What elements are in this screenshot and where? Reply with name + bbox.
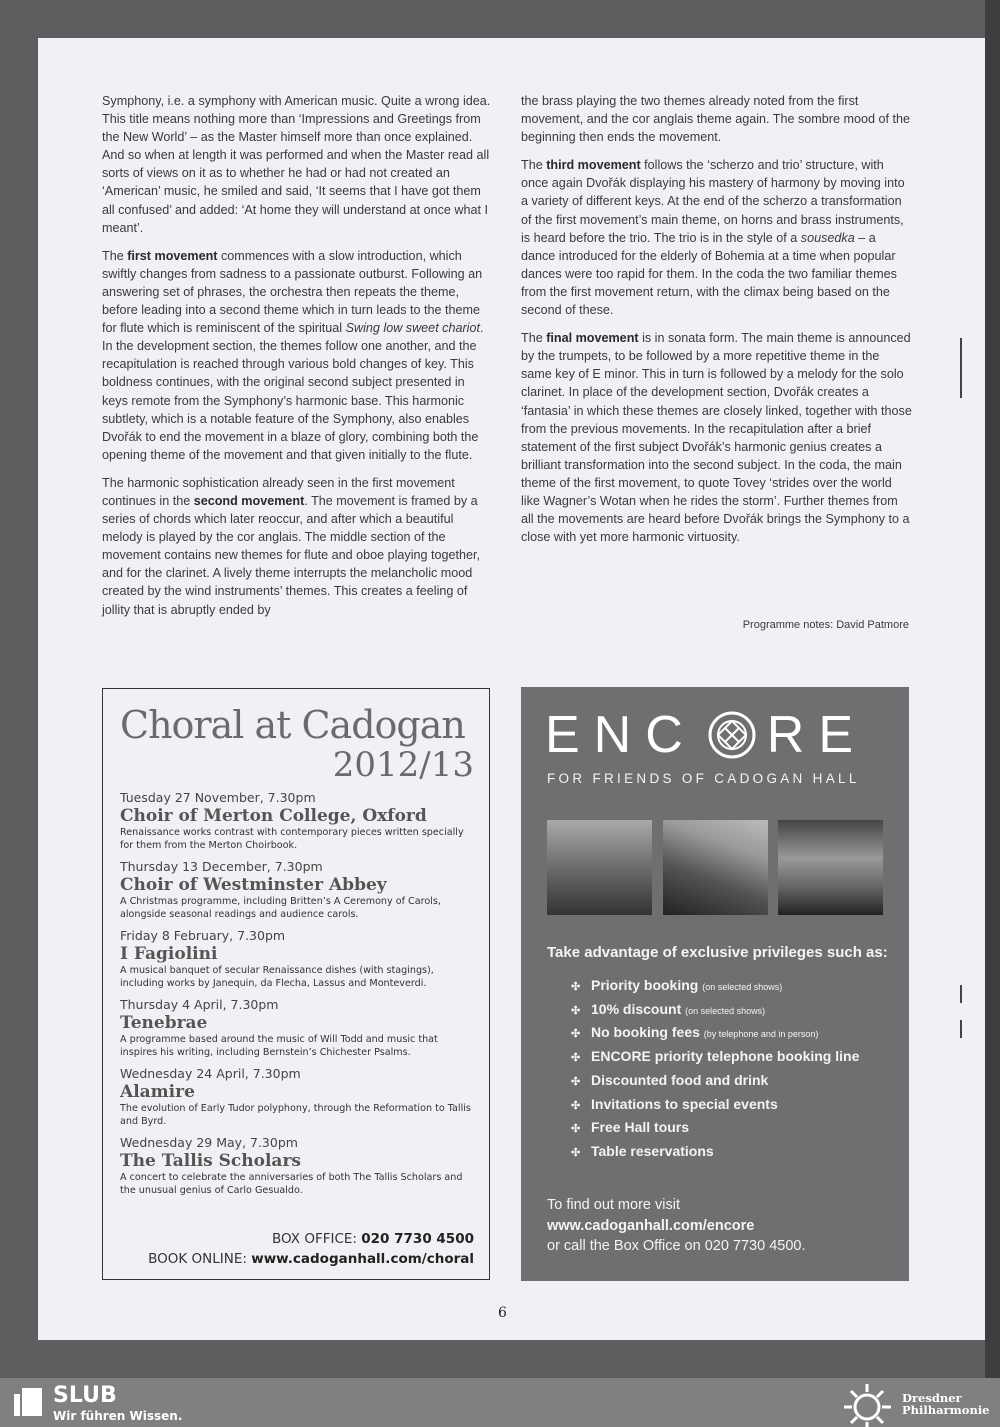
encore-subtitle: FOR FRIENDS OF CADOGAN HALL	[547, 771, 860, 786]
privilege-note: (by telephone and in person)	[703, 1029, 819, 1040]
book-online-label: BOOK ONLINE:	[148, 1251, 252, 1267]
paragraph-text: commences with a slow introduction, which swiftly changes from sadness to a passionate outburst. Following an answering set of phrases, the orchestra then repeats the theme, before leading into a second theme which in turn leads to the theme for flute which is reminiscent of the spiritual	[102, 248, 483, 336]
page-number: 6	[498, 1305, 507, 1321]
encore-contact-intro: To find out more visit	[547, 1197, 680, 1213]
privilege-label: No booking fees	[591, 1024, 700, 1041]
privilege-item	[571, 999, 859, 1023]
slub-logo-icon	[14, 1388, 42, 1416]
event-description: Renaissance works contrast with contemporary pieces written specially for them from the Merton Choirbook.	[120, 827, 464, 851]
box-office-phone[interactable]: 020 7730 4500	[361, 1231, 474, 1247]
article-paragraph	[521, 156, 913, 319]
diamond-bullet-icon: ✣	[571, 981, 581, 993]
paragraph-text: The	[102, 248, 128, 263]
diamond-bullet-icon: ✣	[571, 1052, 581, 1065]
dresdner-philharmonie-logo-icon	[840, 1382, 895, 1427]
article-paragraph	[102, 474, 494, 619]
paragraph-text: Swing low sweet chariot	[345, 321, 480, 336]
event-item	[120, 1135, 474, 1197]
event-description: A Christmas programme, including Britten’s A Ceremony of Carols, alongside seasonal readings and audience carols.	[120, 896, 441, 920]
event-date: Friday 8 February, 7.30pm	[120, 928, 286, 943]
slub-tagline: Wir führen Wissen.	[53, 1409, 183, 1423]
event-item	[120, 859, 474, 921]
slub-logo-text[interactable]: SLUB	[53, 1383, 117, 1408]
privileges-list	[571, 975, 859, 1165]
scan-spine	[985, 0, 1000, 1378]
paragraph-text: . The movement is framed by a series of chords which later reoccur, and after which a beautiful melody is played by the cor anglais. The middle section of the movement contains new themes for flute and oboe playing together, and for the clarinet. A lively theme interrupts the melancholic mood created by the wind instruments’ themes. This creates a feeling of jollity that is abruptly ended by	[102, 493, 481, 617]
event-name: The Tallis Scholars	[120, 1151, 301, 1171]
privilege-item	[571, 1022, 859, 1046]
article-paragraph	[521, 92, 913, 146]
choral-at-cadogan-ad	[102, 688, 490, 1280]
photo-reception-crowd	[547, 820, 652, 915]
encore-contact	[547, 1195, 806, 1257]
paragraph-text: the brass playing the two themes already noted from the first movement, and the cor anglais theme again. The sombre mood of the beginning then ends the movement.	[521, 94, 910, 145]
article-column-right	[521, 92, 913, 556]
footer-bar	[0, 1378, 1000, 1427]
paragraph-text: The harmonic sophistication already seen in the first movement continues in the	[102, 475, 455, 508]
paragraph-text: sousedka	[800, 230, 855, 245]
movement-heading: third movement	[546, 158, 641, 173]
event-item	[120, 1066, 474, 1128]
paragraph-text: – a dance introduced for the elderly of Bohemia at a time when popular dances were too rapid for them. In the coda the two familiar themes from the first movement return, with the climax being based on the second of these.	[521, 230, 897, 318]
paragraph-text: The	[521, 158, 547, 173]
event-date: Thursday 4 April, 7.30pm	[120, 997, 279, 1012]
box-office-label: BOX OFFICE:	[272, 1231, 362, 1247]
encore-contact-phone: or call the Box Office on 020 7730 4500.	[547, 1238, 806, 1254]
privilege-label: Discounted food and drink	[591, 1071, 769, 1088]
diamond-bullet-icon: ✣	[571, 1028, 581, 1041]
binding-stitch	[960, 985, 962, 1003]
paragraph-text: is in sonata form. The main theme is announced by the trumpets, to be followed by a more repetitive theme in the same key of E minor. This in turn is followed by a melody for the solo clarinet. In place of the development section, Dvořák creates a ‘fantasia’ in which these themes are closely linked, together with those from the previous movements. In the recapitulation after a brief statement of the first subject Dvořák’s harmonic genius creates a brilliant transformation into the second subject. In the coda, the main theme of the first movement, to quote Tovey ‘strides over the world like Wagner’s Wotan when he rides the storm’. Further themes from all the movements are heard before Dvořák brings the Symphony to a close with yet more harmonic virtuosity.	[521, 331, 912, 545]
article-paragraph	[102, 247, 494, 464]
binding-stitch	[960, 338, 962, 398]
diamond-bullet-icon: ✣	[571, 1146, 581, 1159]
booking-info	[148, 1229, 474, 1269]
event-item	[120, 790, 474, 852]
diamond-bullet-icon: ✣	[571, 1075, 581, 1088]
privilege-item	[571, 1070, 859, 1094]
event-description: A musical banquet of secular Renaissance dishes (with stagings), including works by Janequin, da Flecha, Lassus and Monteverdi.	[120, 965, 434, 989]
encore-ad	[521, 687, 909, 1281]
event-description: The evolution of Early Tudor polyphony, through the Reformation to Tallis and Byrd.	[120, 1103, 471, 1127]
diamond-bullet-icon: ✣	[571, 1099, 581, 1112]
privilege-note: (on selected shows)	[702, 982, 783, 992]
diamond-bullet-icon: ✣	[571, 1123, 581, 1136]
movement-heading: second movement	[193, 493, 305, 508]
privilege-item	[571, 1046, 859, 1070]
event-item	[120, 997, 474, 1059]
dresdner-philharmonie-text[interactable]: Dresdner Philharmonie	[902, 1391, 990, 1417]
celtic-knot-icon	[707, 710, 757, 760]
event-date: Tuesday 27 November, 7.30pm	[120, 790, 316, 805]
paragraph-text: follows the ‘scherzo and trio’ structure, with once again Dvořák displaying his mastery of harmony by moving into a variety of different keys. At the end of the scherzo a transformation of the first movement’s main theme, on horns and brass instruments, is heard before the trio. The trio is in the style of a	[521, 158, 905, 245]
encore-logo	[545, 705, 867, 765]
movement-heading: first movement	[127, 248, 218, 263]
diamond-bullet-icon: ✣	[571, 1004, 581, 1017]
privilege-item	[571, 1141, 859, 1165]
event-name: Choir of Merton College, Oxford	[120, 806, 427, 826]
event-item	[120, 928, 474, 990]
event-name: Alamire	[120, 1082, 195, 1102]
choral-season: 2012/13	[332, 745, 474, 785]
article-paragraph	[102, 92, 494, 237]
privilege-label: Invitations to special events	[591, 1095, 778, 1112]
privilege-note: (on selected shows)	[685, 1005, 766, 1016]
event-date: Wednesday 29 May, 7.30pm	[120, 1135, 298, 1150]
encore-logo-left: ENC	[545, 706, 697, 764]
article-column-left	[102, 92, 494, 629]
privilege-item	[571, 975, 859, 999]
privilege-label: Priority booking	[591, 977, 699, 993]
privilege-item	[571, 1094, 859, 1118]
event-description: A concert to celebrate the anniversaries of both The Tallis Scholars and the unusual genius of Carlo Gesualdo.	[120, 1172, 463, 1196]
photo-concert-interior	[778, 820, 883, 915]
encore-url-link[interactable]: www.cadoganhall.com/encore	[547, 1217, 755, 1234]
privilege-label: Free Hall tours	[591, 1119, 690, 1136]
choral-title: Choral at Cadogan	[120, 703, 465, 747]
book-online-link[interactable]: www.cadoganhall.com/choral	[251, 1251, 474, 1267]
article-paragraph	[521, 329, 913, 546]
event-name: Tenebrae	[120, 1013, 208, 1033]
paragraph-text: The	[521, 331, 547, 346]
binding-stitch	[960, 1020, 962, 1038]
paragraph-text: Symphony, i.e. a symphony with American music. Quite a wrong idea. This title means nothing more than ‘Impressions and Greetings from the New World’ – as the Master himself more than once explained. And so when at length it was performed and when the Master read all sorts of views on it as to whether he had or had not created an ‘American’ music, he smiled and said, ‘It seems that I have got them all confused’ and added: ‘At home they will understand at once what I meant’.	[102, 94, 491, 235]
privilege-label: Table reservations	[591, 1142, 714, 1159]
event-description: A programme based around the music of Will Todd and music that inspires his writing, including Bernstein’s Chichester Psalms.	[120, 1034, 438, 1058]
event-date: Wednesday 24 April, 7.30pm	[120, 1066, 301, 1081]
photo-hall-exterior	[663, 820, 768, 915]
programme-notes-credit: Programme notes: David Patmore	[742, 619, 909, 631]
event-name: Choir of Westminster Abbey	[120, 875, 387, 895]
privilege-label: ENCORE priority telephone booking line	[591, 1048, 860, 1065]
event-name: I Fagiolini	[120, 944, 218, 964]
movement-heading: final movement	[546, 331, 639, 346]
encore-logo-right: RE	[766, 706, 868, 764]
paragraph-text: . In the development section, the themes follow one another, and the recapitulation is reached through various bold changes of key. This boldness continues, with the original second subject presented in keys remote from the Symphony’s harmonic base. This harmonic subtlety, which is a notable feature of the Symphony, also enables Dvořák to end the movement in a blaze of glory, combining both the opening theme of the movement and that given initially to the flute.	[102, 321, 484, 462]
privilege-item	[571, 1117, 859, 1141]
privilege-label: 10% discount	[591, 1000, 682, 1017]
event-date: Thursday 13 December, 7.30pm	[120, 859, 323, 874]
event-list	[120, 790, 474, 1197]
encore-heading: Take advantage of exclusive privileges such as:	[547, 944, 888, 961]
